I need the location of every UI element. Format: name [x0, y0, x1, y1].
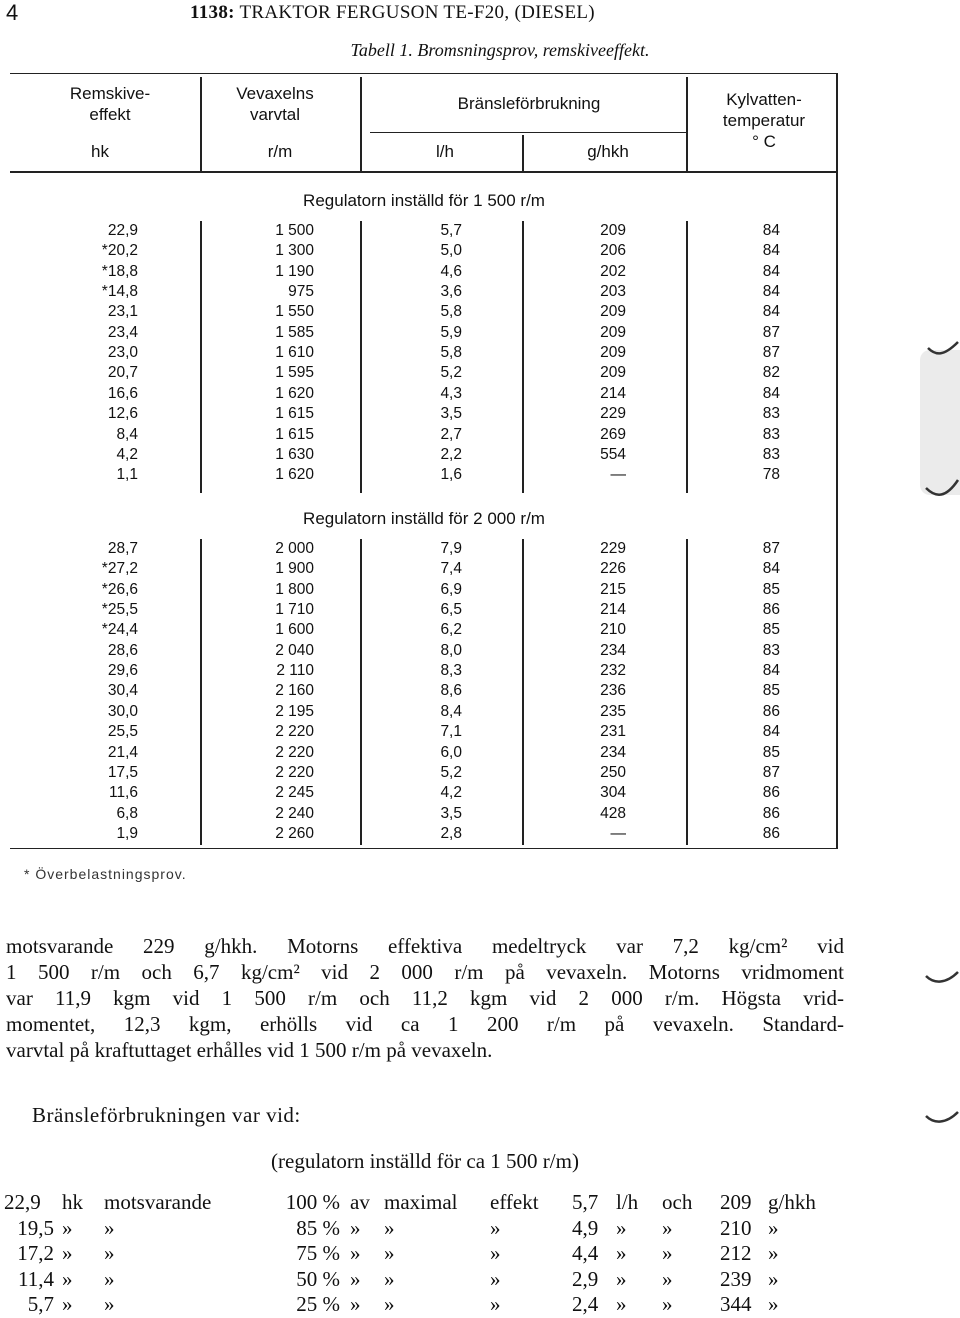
table-row	[10, 404, 838, 424]
cell-temp-c: 85	[762, 682, 780, 700]
row-percent: 75 %	[296, 1241, 340, 1265]
cell-fuel-lh: 5,2	[440, 364, 462, 382]
body-paragraph	[6, 933, 844, 1063]
unit-rpm: r/m	[267, 142, 293, 161]
cell-temp-c: 84	[762, 222, 780, 239]
cell-fuel-lh: 8,4	[440, 702, 462, 720]
cell-speed-rpm: 1 620	[275, 384, 314, 402]
cell-fuel-ghkh: 209	[600, 222, 626, 239]
cell-power-hk: *14,8	[101, 283, 138, 301]
cell-power-hk: 17,5	[107, 763, 138, 781]
cell-speed-rpm: 1 610	[275, 344, 314, 362]
cell-speed-rpm: 1 615	[275, 425, 314, 443]
row-unit: »	[62, 1292, 73, 1316]
table-row	[10, 363, 838, 383]
header-crankshaft-speed: Vevaxelns varvtal	[236, 84, 314, 124]
table-row	[10, 824, 838, 844]
cell-temp-c: 83	[762, 445, 780, 463]
row-unit: hk	[62, 1190, 83, 1214]
cell-fuel-lh: 2,7	[440, 425, 462, 443]
cell-temp-c: 86	[762, 804, 780, 822]
row-power-word: »	[490, 1241, 501, 1265]
cell-temp-c: 85	[762, 580, 780, 598]
cell-fuel-ghkh: 206	[600, 242, 626, 260]
table-row	[10, 559, 838, 579]
table-row	[10, 262, 838, 282]
cell-fuel-ghkh: —	[610, 466, 626, 484]
cell-temp-c: 84	[762, 723, 780, 741]
cell-fuel-lh: 2,2	[440, 445, 462, 463]
row-unit: »	[62, 1215, 73, 1240]
table-caption: Tabell 1. Bromsningsprov, remskiveeffekt.	[350, 40, 650, 60]
cell-power-hk: 25,5	[107, 723, 138, 741]
cell-speed-rpm: 1 550	[275, 303, 314, 321]
report-title: TRAKTOR FERGUSON TE-F20, (DIESEL)	[239, 2, 595, 23]
cell-temp-c: 84	[762, 262, 780, 280]
cell-speed-rpm: 1 595	[275, 364, 314, 382]
cell-fuel-lh: 5,0	[440, 242, 462, 260]
row-fuel-ghkh: 239	[720, 1266, 752, 1291]
cell-speed-rpm: 2 110	[276, 662, 314, 680]
row-equivalent: »	[104, 1241, 115, 1265]
cell-fuel-ghkh: 209	[600, 303, 626, 321]
column-rule	[200, 221, 202, 493]
cell-fuel-ghkh: 209	[600, 323, 626, 341]
cell-fuel-lh: 2,8	[440, 824, 462, 842]
cell-temp-c: 84	[762, 242, 780, 260]
column-rule	[360, 539, 362, 845]
cell-fuel-lh: 4,3	[440, 384, 462, 402]
cell-speed-rpm: 1 500	[275, 222, 314, 239]
row-fuel-ghkh-unit: g/hkh	[768, 1190, 816, 1214]
row-of: »	[350, 1292, 361, 1316]
cell-speed-rpm: 1 710	[275, 601, 314, 619]
table-row	[10, 783, 838, 803]
cell-speed-rpm: 2 260	[275, 824, 314, 842]
row-maximal: »	[384, 1266, 395, 1291]
row-fuel-lh-unit: l/h	[616, 1190, 639, 1214]
column-rule	[522, 135, 524, 171]
cell-temp-c: 83	[762, 425, 780, 443]
cell-temp-c: 84	[762, 662, 780, 680]
row-fuel-ghkh: 209	[720, 1190, 752, 1214]
cell-power-hk: 1,1	[116, 466, 138, 484]
cell-power-hk: 28,6	[107, 641, 138, 659]
row-fuel-lh-unit: »	[616, 1215, 627, 1240]
cell-speed-rpm: 2 220	[275, 763, 314, 781]
cell-fuel-lh: 5,7	[440, 222, 462, 239]
cell-fuel-lh: 5,9	[440, 323, 462, 341]
cell-fuel-ghkh: 235	[600, 702, 626, 720]
header-coolant-temperature: Kylvatten- temperatur ° C	[722, 90, 806, 151]
cell-power-hk: 6,8	[116, 804, 138, 822]
row-fuel-lh: 4,9	[572, 1215, 599, 1240]
cell-temp-c: 86	[762, 784, 780, 802]
consumption-row	[4, 1241, 844, 1266]
table-row	[10, 241, 838, 261]
cell-power-hk: *25,5	[101, 601, 138, 619]
cell-speed-rpm: 1 190	[275, 262, 314, 280]
page-number: 4	[6, 0, 19, 25]
unit-grams-per-hph: g/hkh	[587, 142, 629, 161]
cell-power-hk: *24,4	[101, 621, 138, 639]
cell-power-hk: 23,0	[107, 344, 138, 362]
cell-speed-rpm: 1 600	[275, 621, 314, 639]
cell-fuel-ghkh: 203	[600, 283, 626, 301]
regulator-note: (regulatorn inställd för ca 1 500 r/m)	[271, 1149, 579, 1173]
header-bottom-rule	[10, 171, 838, 173]
row-fuel-ghkh: 344	[720, 1292, 752, 1316]
cell-power-hk: 23,4	[107, 323, 138, 341]
row-and: »	[662, 1215, 673, 1240]
column-rule	[522, 221, 524, 493]
cell-power-hk: 4,2	[116, 445, 138, 463]
cell-power-hk: 1,9	[116, 824, 138, 842]
table-top-rule	[10, 73, 838, 74]
row-power-word: effekt	[490, 1190, 539, 1214]
cell-fuel-ghkh: 209	[600, 344, 626, 362]
column-rule	[200, 77, 202, 171]
row-power-word: »	[490, 1292, 501, 1316]
cell-fuel-ghkh: 209	[600, 364, 626, 382]
consumption-row	[4, 1292, 844, 1317]
cell-fuel-ghkh: 269	[600, 425, 626, 443]
cell-power-hk: *26,6	[101, 580, 138, 598]
cell-speed-rpm: 2 240	[275, 804, 314, 822]
cell-temp-c: 87	[762, 323, 780, 341]
cell-speed-rpm: 2 195	[275, 702, 314, 720]
cell-temp-c: 85	[762, 621, 780, 639]
cell-fuel-lh: 6,5	[440, 601, 462, 619]
row-power-hk: 19,5	[17, 1215, 54, 1240]
cell-speed-rpm: 1 585	[275, 323, 314, 341]
row-unit: »	[62, 1266, 73, 1291]
row-of: »	[350, 1241, 361, 1265]
margin-check-mark	[924, 1108, 960, 1130]
row-fuel-ghkh-unit: »	[768, 1241, 779, 1265]
cell-power-hk: 16,6	[107, 384, 138, 402]
cell-speed-rpm: 975	[288, 283, 314, 301]
row-fuel-ghkh-unit: »	[768, 1266, 779, 1291]
table-row	[10, 221, 838, 241]
row-fuel-lh-unit: »	[616, 1292, 627, 1316]
cell-temp-c: 85	[762, 743, 780, 761]
cell-fuel-lh: 7,4	[440, 560, 462, 578]
section-title-1500: Regulatorn inställd för 1 500 r/m	[303, 191, 545, 210]
table-row	[10, 465, 838, 485]
cell-power-hk: 30,0	[107, 702, 138, 720]
table-row	[10, 804, 838, 824]
paragraph-line: motsvarande 229 g/hkh. Motorns effektiva medeltryck var 7,2 kg/cm² vid	[6, 934, 844, 958]
row-equivalent: motsvarande	[104, 1190, 212, 1214]
cell-fuel-lh: 8,3	[440, 662, 462, 680]
section-title-2000: Regulatorn inställd för 2 000 r/m	[303, 509, 545, 528]
cell-speed-rpm: 2 040	[275, 641, 314, 659]
column-rule	[522, 539, 524, 845]
cell-temp-c: 87	[762, 540, 780, 557]
row-power-hk: 17,2	[17, 1241, 54, 1265]
cell-fuel-lh: 3,5	[440, 804, 462, 822]
cell-temp-c: 84	[762, 560, 780, 578]
table-row	[10, 580, 838, 600]
cell-temp-c: 83	[762, 405, 780, 423]
row-unit: »	[62, 1241, 73, 1265]
paragraph-line: varvtal på kraftuttaget erhålles vid 1 500 r/m på vevaxeln.	[6, 1038, 493, 1062]
cell-fuel-ghkh: 304	[600, 784, 626, 802]
cell-fuel-ghkh: 234	[600, 641, 626, 659]
cell-fuel-lh: 6,2	[440, 621, 462, 639]
table-row	[10, 384, 838, 404]
cell-speed-rpm: 2 160	[275, 682, 314, 700]
row-percent: 50 %	[296, 1266, 340, 1291]
row-power-hk: 11,4	[18, 1266, 54, 1291]
column-rule	[836, 73, 838, 849]
cell-speed-rpm: 1 300	[275, 242, 314, 260]
cell-temp-c: 86	[762, 601, 780, 619]
cell-power-hk: *27,2	[101, 560, 138, 578]
row-power-word: »	[490, 1215, 501, 1240]
cell-fuel-ghkh: 214	[600, 601, 626, 619]
consumption-row	[4, 1190, 844, 1215]
page-header	[0, 0, 960, 26]
row-fuel-lh: 4,4	[572, 1241, 599, 1265]
column-rule	[200, 539, 202, 845]
table-footnote: * Överbelastningsprov.	[24, 866, 187, 882]
consumption-row	[4, 1216, 844, 1241]
row-fuel-lh-unit: »	[616, 1241, 627, 1265]
cell-temp-c: 87	[762, 763, 780, 781]
table-row	[10, 302, 838, 322]
cell-fuel-lh: 3,6	[440, 283, 462, 301]
table-row	[10, 620, 838, 640]
row-of: »	[350, 1215, 361, 1240]
unit-litres-per-hour: l/h	[436, 142, 454, 161]
cell-fuel-lh: 3,5	[440, 405, 462, 423]
row-fuel-ghkh-unit: »	[768, 1215, 779, 1240]
table-row	[10, 343, 838, 363]
cell-fuel-lh: 6,0	[440, 743, 462, 761]
table-row	[10, 323, 838, 343]
cell-power-hk: 28,7	[107, 540, 138, 557]
table-row	[10, 445, 838, 465]
margin-check-mark	[924, 968, 960, 990]
cell-temp-c: 78	[762, 466, 780, 484]
cell-speed-rpm: 1 800	[275, 580, 314, 598]
cell-fuel-lh: 7,9	[440, 540, 462, 557]
row-of: av	[350, 1190, 370, 1214]
cell-fuel-ghkh: 210	[600, 621, 626, 639]
row-power-word: »	[490, 1266, 501, 1291]
brake-test-table	[10, 73, 838, 849]
cell-speed-rpm: 1 615	[275, 405, 314, 423]
cell-fuel-ghkh: 226	[600, 560, 626, 578]
cell-power-hk: 11,6	[108, 784, 138, 802]
table-row	[10, 743, 838, 763]
cell-power-hk: 12,6	[107, 405, 138, 423]
row-percent: 85 %	[296, 1215, 340, 1240]
cell-power-hk: 23,1	[107, 303, 138, 321]
cell-power-hk: 8,4	[116, 425, 138, 443]
row-equivalent: »	[104, 1292, 115, 1316]
cell-temp-c: 82	[762, 364, 780, 382]
paragraph-line: 1 500 r/m och 6,7 kg/cm² vid 2 000 r/m på vevaxeln. Motorns vridmoment	[6, 960, 844, 984]
margin-shade	[920, 350, 960, 495]
row-fuel-ghkh: 212	[720, 1241, 752, 1265]
cell-power-hk: *20,2	[101, 242, 138, 260]
row-equivalent: »	[104, 1215, 115, 1240]
column-rule	[360, 221, 362, 493]
row-power-hk: 22,9	[4, 1190, 41, 1214]
report-number: 1138:	[190, 2, 235, 23]
cell-speed-rpm: 2 220	[275, 743, 314, 761]
cell-speed-rpm: 2 220	[275, 723, 314, 741]
row-fuel-ghkh-unit: »	[768, 1292, 779, 1316]
consumption-heading: Bränsleförbrukningen var vid:	[32, 1103, 301, 1127]
cell-temp-c: 87	[762, 344, 780, 362]
cell-speed-rpm: 1 630	[275, 445, 314, 463]
column-rule	[686, 221, 688, 493]
cell-fuel-lh: 6,9	[440, 580, 462, 598]
cell-power-hk: *18,8	[101, 262, 138, 280]
fuel-group-rule	[370, 132, 688, 133]
cell-fuel-lh: 5,8	[440, 344, 462, 362]
row-percent: 100 %	[285, 1190, 340, 1214]
row-fuel-lh-unit: »	[616, 1266, 627, 1291]
cell-fuel-ghkh: 250	[600, 763, 626, 781]
table-row	[10, 282, 838, 302]
row-maximal: »	[384, 1241, 395, 1265]
cell-fuel-ghkh: 234	[600, 743, 626, 761]
cell-speed-rpm: 2 000	[275, 540, 314, 557]
cell-fuel-ghkh: —	[610, 824, 626, 842]
cell-fuel-lh: 1,6	[440, 466, 462, 484]
row-and: »	[662, 1241, 673, 1265]
header-pulley-power: Remskive- effekt	[69, 84, 151, 124]
table-bottom-rule	[10, 848, 838, 849]
paragraph-line: momentet, 12,3 kgm, erhölls vid ca 1 200 r/m på vevaxeln. Standard-	[6, 1012, 844, 1036]
cell-fuel-lh: 4,2	[440, 784, 462, 802]
margin-check-mark	[924, 478, 960, 502]
table-row	[10, 539, 838, 559]
cell-fuel-ghkh: 232	[600, 662, 626, 680]
consumption-row	[4, 1267, 844, 1292]
row-percent: 25 %	[296, 1292, 340, 1316]
header-fuel-consumption: Bränsleförbrukning	[457, 94, 601, 113]
cell-fuel-ghkh: 202	[600, 262, 626, 280]
cell-fuel-ghkh: 214	[600, 384, 626, 402]
cell-fuel-ghkh: 231	[600, 723, 626, 741]
row-fuel-ghkh: 210	[720, 1215, 752, 1240]
cell-fuel-lh: 4,6	[440, 262, 462, 280]
row-and: »	[662, 1266, 673, 1291]
column-rule	[686, 539, 688, 845]
cell-temp-c: 84	[762, 384, 780, 402]
table-row	[10, 722, 838, 742]
cell-fuel-ghkh: 428	[600, 804, 626, 822]
cell-power-hk: 29,6	[107, 662, 138, 680]
column-rule	[686, 77, 688, 171]
row-and: och	[662, 1190, 693, 1214]
cell-temp-c: 84	[762, 303, 780, 321]
cell-speed-rpm: 1 620	[275, 466, 314, 484]
cell-fuel-lh: 8,6	[440, 682, 462, 700]
cell-power-hk: 22,9	[107, 222, 138, 239]
table-row	[10, 661, 838, 681]
cell-temp-c: 86	[762, 702, 780, 720]
row-fuel-lh: 5,7	[572, 1190, 599, 1214]
cell-fuel-ghkh: 215	[600, 580, 626, 598]
cell-fuel-lh: 5,8	[440, 303, 462, 321]
cell-power-hk: 20,7	[107, 364, 138, 382]
cell-power-hk: 30,4	[107, 682, 138, 700]
row-maximal: »	[384, 1215, 395, 1240]
cell-fuel-ghkh: 229	[600, 405, 626, 423]
table-row	[10, 641, 838, 661]
row-equivalent: »	[104, 1266, 115, 1291]
cell-fuel-lh: 8,0	[440, 641, 462, 659]
row-of: »	[350, 1266, 361, 1291]
cell-fuel-ghkh: 554	[600, 445, 626, 463]
cell-fuel-ghkh: 236	[600, 682, 626, 700]
cell-speed-rpm: 1 900	[275, 560, 314, 578]
paragraph-line: var 11,9 kgm vid 1 500 r/m och 11,2 kgm vid 2 000 r/m. Högsta vrid-	[6, 986, 844, 1010]
row-fuel-lh: 2,4	[572, 1292, 599, 1316]
table-row	[10, 425, 838, 445]
table-row	[10, 763, 838, 783]
column-rule	[360, 77, 362, 171]
cell-fuel-lh: 7,1	[440, 723, 462, 741]
table-row	[10, 681, 838, 701]
running-title	[190, 2, 595, 24]
table-row	[10, 600, 838, 620]
cell-temp-c: 83	[762, 641, 780, 659]
row-fuel-lh: 2,9	[572, 1266, 599, 1291]
cell-temp-c: 84	[762, 283, 780, 301]
cell-fuel-lh: 5,2	[440, 763, 462, 781]
row-maximal: »	[384, 1292, 395, 1316]
table-row	[10, 702, 838, 722]
row-and: »	[662, 1292, 673, 1316]
cell-speed-rpm: 2 245	[275, 784, 314, 802]
row-maximal: maximal	[384, 1190, 458, 1214]
row-power-hk: 5,7	[27, 1292, 54, 1316]
cell-temp-c: 86	[762, 824, 780, 842]
cell-power-hk: 21,4	[107, 743, 138, 761]
margin-check-mark	[926, 338, 960, 360]
unit-hk: hk	[91, 142, 109, 161]
cell-fuel-ghkh: 229	[600, 540, 626, 557]
